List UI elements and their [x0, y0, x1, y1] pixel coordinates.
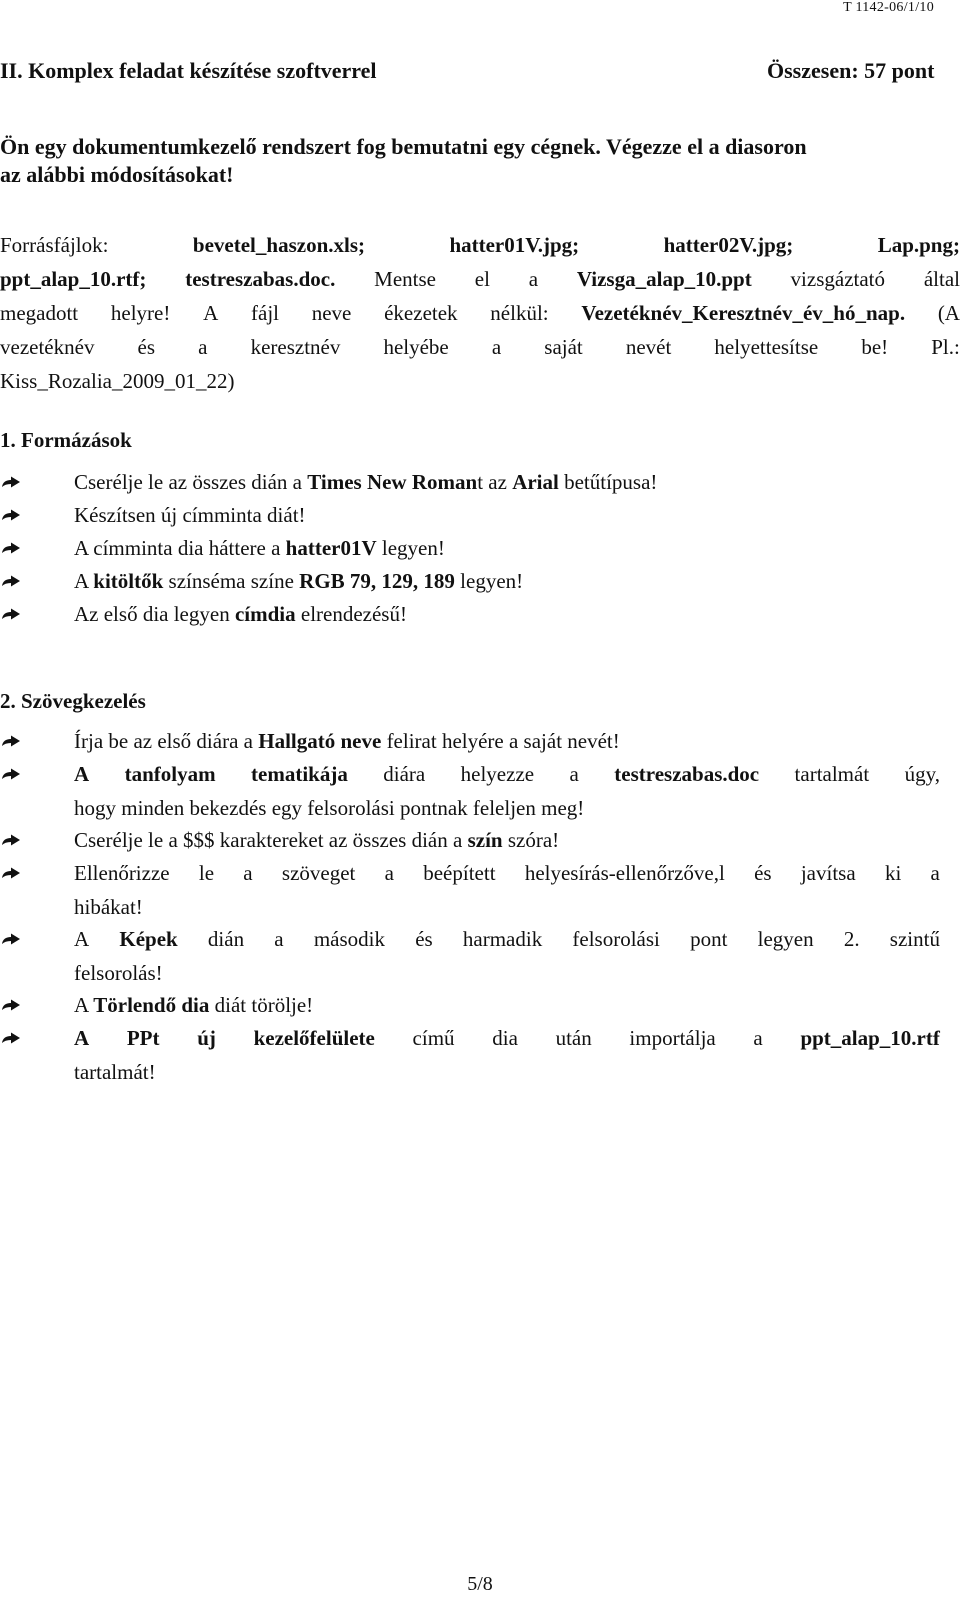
section-heading-formatting: 1. Formázások	[0, 428, 132, 452]
word: a	[198, 335, 208, 359]
arrow-right-icon	[0, 1021, 22, 1055]
intro-line: az alábbi módosításokat!	[0, 162, 234, 187]
word: helyébe	[383, 335, 449, 359]
word: helyre!	[110, 301, 171, 325]
task-text: A PPt új kezelőfelülete című dia után importálja a ppt_alap_10.rtf	[74, 1026, 940, 1050]
word: nélkül:	[490, 301, 549, 325]
filename: Lap.png;	[877, 233, 960, 257]
task-text: Cserélje le az összes dián a Times New Romant az Arial betűtípusa!	[74, 470, 658, 494]
word: be!	[861, 335, 889, 359]
word: saját	[544, 335, 583, 359]
word: Forrásfájlok:	[0, 233, 109, 257]
filename: hatter02V.jpg;	[663, 233, 794, 257]
page-number: 5/8	[467, 1573, 493, 1595]
paragraph-line	[0, 262, 960, 296]
task-text: A kitöltők színséma színe RGB 79, 129, 189 legyen!	[74, 569, 524, 593]
arrow-right-icon	[0, 498, 22, 532]
task-text-continuation: hogy minden bekezdés egy felsorolási pontnak feleljen meg!	[74, 796, 585, 820]
paragraph-line	[0, 296, 960, 330]
total-points: Összesen: 57 pont	[767, 58, 935, 83]
filename: testreszabas.doc.	[185, 267, 336, 291]
word: neve	[311, 301, 352, 325]
word: fájl	[251, 301, 279, 325]
word: el	[474, 267, 490, 291]
task-text: A tanfolyam tematikája diára helyezze a testreszabas.doc tartalmát úgy,	[74, 762, 940, 786]
intro-text	[0, 133, 935, 189]
arrow-right-icon	[0, 531, 22, 565]
task-text: Cserélje le a $$$ karaktereket az összes dián a szín szóra!	[74, 828, 560, 852]
word: a	[528, 267, 539, 291]
task-text-continuation: felsorolás!	[74, 961, 163, 985]
arrow-right-icon	[0, 856, 22, 890]
word: keresztnév	[250, 335, 341, 359]
word: ékezetek	[384, 301, 458, 325]
arrow-right-icon	[0, 823, 22, 857]
task-text: A Képek dián a második és harmadik felsorolási pont legyen 2. szintű	[74, 927, 940, 951]
word: vizsgáztató	[790, 267, 886, 291]
word: a	[491, 335, 502, 359]
word: Mentse	[374, 267, 436, 291]
word: megadott	[0, 301, 79, 325]
arrow-right-icon	[0, 564, 22, 598]
arrow-right-icon	[0, 597, 22, 631]
word: és	[137, 335, 156, 359]
filename-pattern: Vezetéknév_Keresztnév_év_hó_nap.	[581, 301, 906, 325]
arrow-right-icon	[0, 988, 22, 1022]
word: helyettesítse	[714, 335, 819, 359]
filename: bevetel_haszon.xls;	[192, 233, 365, 257]
task-text: A címminta dia háttere a hatter01V legyen!	[74, 536, 445, 560]
task-text: Ellenőrizze le a szöveget a beépített helyesírás-ellenőrzőve,l és javítsa ki a	[74, 861, 940, 885]
paragraph-line	[0, 330, 960, 364]
arrow-right-icon	[0, 465, 22, 499]
word: nevét	[625, 335, 672, 359]
task-text: A Törlendő dia diát törölje!	[74, 993, 314, 1017]
filename: ppt_alap_10.rtf;	[0, 267, 147, 291]
task-title: II. Komplex feladat készítése szoftverrel	[0, 58, 377, 83]
task-text: Írja be az első diára a Hallgató neve felirat helyére a saját nevét!	[74, 729, 620, 753]
paragraph-line: Kiss_Rozalia_2009_01_22)	[0, 369, 235, 393]
paragraph-line	[0, 228, 960, 262]
task-text-continuation: tartalmát!	[74, 1060, 156, 1084]
task-text-continuation: hibákat!	[74, 895, 143, 919]
word: (A	[937, 301, 960, 325]
arrow-right-icon	[0, 724, 22, 758]
source-files-paragraph	[0, 228, 960, 398]
word: Pl.:	[931, 335, 960, 359]
word: A	[203, 301, 219, 325]
filename: hatter01V.jpg;	[449, 233, 580, 257]
word: által	[923, 267, 960, 291]
section-heading-text-handling: 2. Szövegkezelés	[0, 689, 146, 713]
document-code: T 1142-06/1/10	[843, 0, 934, 15]
filename: Vizsga_alap_10.ppt	[576, 267, 752, 291]
task-text: Az első dia legyen címdia elrendezésű!	[74, 602, 407, 626]
task-text: Készítsen új címminta diát!	[74, 503, 306, 527]
intro-line: Ön egy dokumentumkezelő rendszert fog bemutatni egy cégnek. Végezze el a diasoron	[0, 134, 807, 159]
arrow-right-icon	[0, 757, 22, 791]
arrow-right-icon	[0, 922, 22, 956]
word: vezetéknév	[0, 335, 95, 359]
